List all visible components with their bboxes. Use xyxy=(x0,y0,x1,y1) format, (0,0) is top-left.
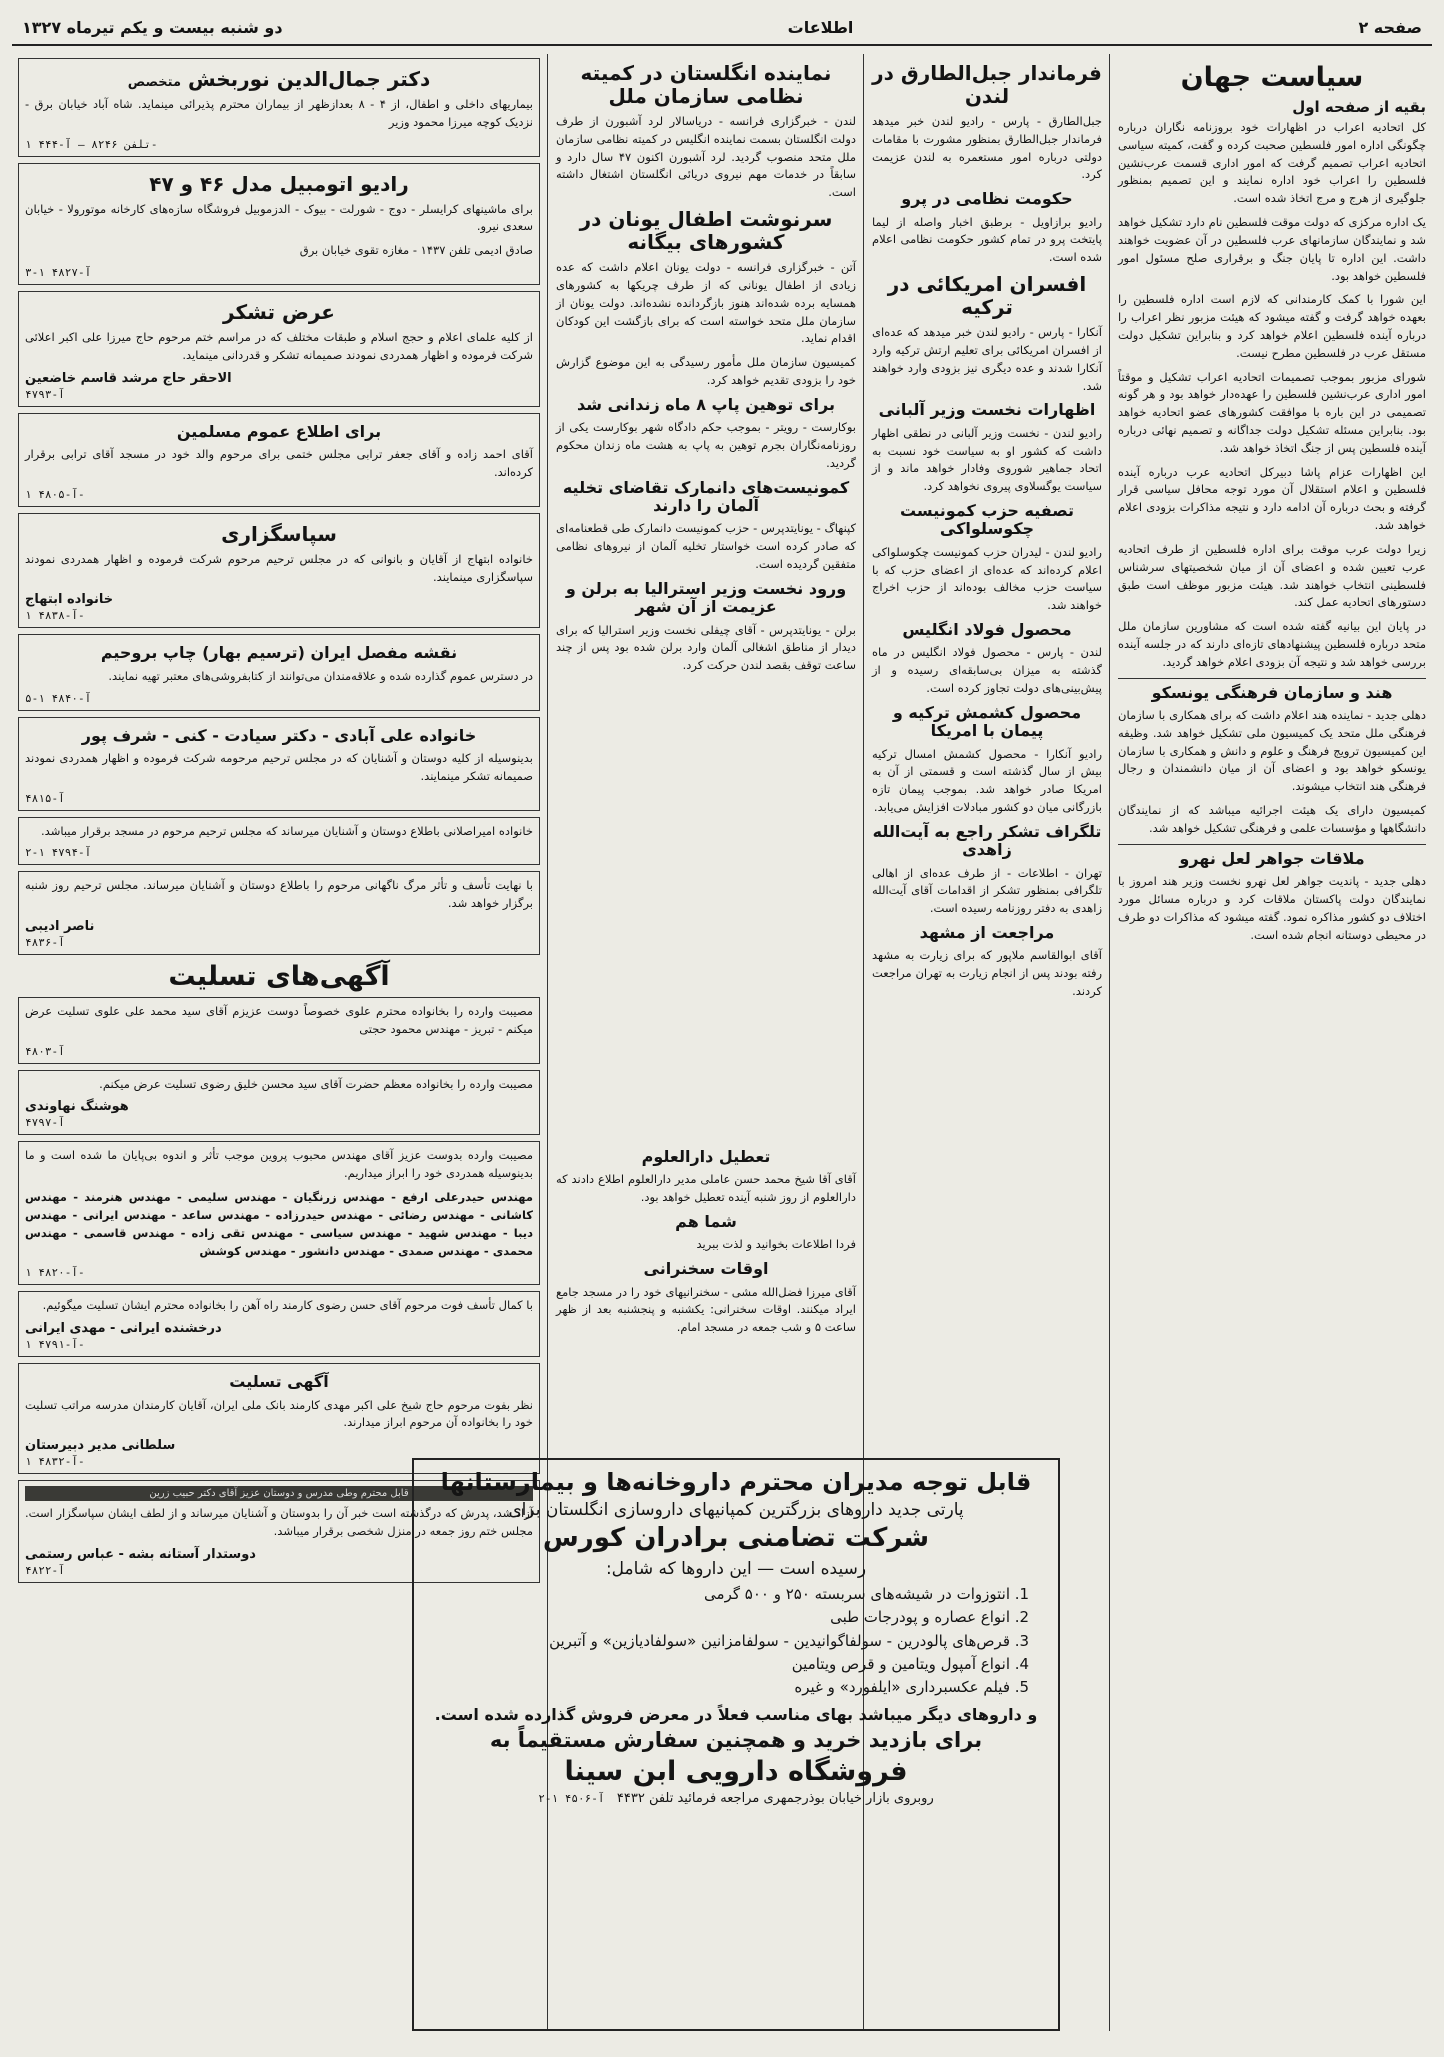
article-paragraph: کپنهاگ - یونایتدپرس - حزب کمونیست دانمارک طی قطعنامه‌ای که صادر کرده است خواستار تخلیه آلمان از نیروهای نظامی متفقین گردیده است. xyxy=(556,521,856,571)
medicine-list xyxy=(424,1583,1028,1699)
article-paragraph: برلن - یونایتدپرس - آقای چیفلی نخست وزیر استرالیا که برای دیدار از مناطق اشغالی آلمان وارد برلن شده بود پس از چند ساعت توقف بقصد لندن حرکت کرد. xyxy=(556,622,856,673)
newspaper-page xyxy=(12,10,1432,2037)
article-paragraph: تهران - اطلاعات - از طرف عده‌ای از اهالی تلگرافی بمنظور تشکر از اقدامات آقای آیت‌الله زاهدی به دفتر روزنامه رسیده است. xyxy=(872,865,1102,916)
article-paragraph: رادیو لندن - نخست وزیر آلبانی در نطقی اظهار داشت که کشور او به سیاست خود نسبت به اتحاد جماهیر شوروی وفادار خواهد ماند و از سیاست یوگسلاوی پیروی نخواهد کرد. xyxy=(872,425,1102,494)
article-paragraph: بوکارست - رویتر - بموجب حکم دادگاه شهر بوکارست یکی از روزنامه‌نگاران بجرم توهین به پاپ به هشت ماه زندان محکوم گردید. xyxy=(556,420,856,470)
article-paragraph: آنکارا - پارس - رادیو لندن خبر میدهد که عده‌ای از افسران امریکائی برای تعلیم ارتش ترکیه وارد آنکارا شدند و عده دیگری نیز بزودی وارد خواهند شد. xyxy=(872,325,1102,393)
ad-amiraslani xyxy=(18,817,540,866)
photo-caption-strip: قابل محترم وطی مدرس و دوستان عزیز آقای دکتر حبیب زرین xyxy=(25,1486,533,1501)
article-paragraph: دهلی جدید - پاندیت جواهر لعل نهرو نخست وزیر هند امروز با نمایندگان دولت پاکستان ملاقات کرد و درباره مسائل مورد اختلاف دو کشور مذاکره نمود. گفته میشود که مذاکرات دو طرف در محیطی دوستانه انجام شده است. xyxy=(1118,874,1426,942)
medicine-item: 2. انواع عصاره و پودرجات طبی xyxy=(424,1606,1010,1629)
ad-text: بدینوسیله از کلیه دوستان و آشنایان که در مجلس ترحیم مرحومه شرکت فرموده و اظهار همدردی نمودند صمیمانه تشکر مینمایند. xyxy=(25,750,533,783)
ad-code: آ-۴۸۳۶ xyxy=(25,935,65,949)
ad-subheadline: پارتی جدید داروهای بزرگترین کمپانیهای داروسازی انگلستان برای xyxy=(508,1500,964,1520)
headline-gibraltar: فرماندار جبل‌الطارق در لندن xyxy=(872,61,1102,108)
medicine-item: 3. قرص‌های پالودرین - سولفاگوانیدین - سولفامزانین «سولفادیازین» و آتبرین xyxy=(424,1630,1010,1653)
headline-darolulum: تعطیل دارالعلوم xyxy=(641,1147,771,1166)
ad-code: آ-۴۸۲۲ xyxy=(25,1563,65,1577)
headline-turkey-raisins: محصول کشمش ترکیه و پیمان با امریکا xyxy=(892,702,1082,741)
ad-code: آ-۴۷۹۴ ۱-۲ xyxy=(25,846,92,860)
headline-us-officers-turkey: افسران امریکائی در ترکیه xyxy=(887,272,1087,320)
ad-title: برای اطلاع عموم مسلمین xyxy=(176,421,382,441)
article-paragraph: آقای ابوالقاسم ملاپور که برای زیارت به مشهد رفته بودند پس از انجام زیارت به تهران مراجعت کردند. xyxy=(872,948,1102,999)
ad-text: آقای احمد زاده و آقای جعفر ترابی مجلس ختمی برای مرحوم والد خود در مسجد آقای ترابی برقرار کرده‌اند. xyxy=(25,447,533,479)
ad-text: مصیبت وارده را بخانواده محترم علوی خصوصاً دوست عزیزم آقای سید محمد علی علوی تسلیت عرض میکنم - تبریز - مهندس محمود حجتی xyxy=(25,1004,533,1036)
ad-title: سپاسگزاری xyxy=(221,521,337,546)
headline-pope-insult: برای توهین پاپ ۸ ماه زندانی شد xyxy=(577,394,835,414)
ad-signature: سلطانی مدیر دبیرستان xyxy=(25,1438,176,1454)
ad-signature: دوستدار آستانه بشه - عباس رستمی xyxy=(25,1546,256,1562)
article-paragraph: لندن - پارس - محصول فولاد انگلیس در ماه گذشته به میزان بی‌سابقه‌ای رسیده و از پیش‌بینی‌های دولت تجاوز کرده است. xyxy=(872,645,1102,696)
page-number: صفحه ۲ xyxy=(1358,17,1422,37)
headline-uk-un-military: نماینده انگلستان در کمیته نظامی سازمان ملل xyxy=(580,61,832,108)
article-paragraph: در پایان این بیانیه گفته شده است که مشاورین سازمان ملل متحد درباره فلسطین پیشنهادهای تازه‌ای دارند که در جلسه آینده بررسی خواهد شد و نتیجه آن بزودی اعلام خواهد گردید. xyxy=(1118,619,1426,669)
ad-signature: الاحقر حاج مرشد قاسم خاضعین xyxy=(25,370,232,386)
article-paragraph: آقای آقا شیخ محمد حسن عاملی مدیر دارالعلوم اطلاع دادند که دارالعلوم از روز شنبه آینده تعطیل خواهد بود. xyxy=(556,1172,856,1205)
article-paragraph: فردا اطلاعات بخوانید و لذت ببرید xyxy=(696,1237,856,1252)
ad-text: مصیبت وارده بدوست عزیز آقای مهندس محبوب پروین موجب تأثر و اندوه بی‌پایان ما شده است و ما بدینوسیله همدردی خود را ابراز میداریم. xyxy=(25,1148,533,1181)
headline-you-too: شما هم xyxy=(675,1212,737,1232)
ad-text: با نهایت تأسف و تأثر مرگ ناگهانی مرحوم را باطلاع دوستان و آشنایان میرساند. مجلس ترحیم روز شنبه برگزار خواهد شد. xyxy=(25,878,533,911)
ad-signature: ناصر ادیبی xyxy=(25,918,95,934)
headline-peru: حکومت نظامی در پرو xyxy=(901,189,1073,209)
article-paragraph: کمیسیون سازمان ملل مأمور رسیدگی به این موضوع گزارش خود را بزودی تقدیم خواهد کرد. xyxy=(556,355,856,387)
ad-phone: صادق ادیمی تلفن ۱۴۳۷ - مغازه تقوی خیابان برق xyxy=(299,243,533,258)
headline-albania: اظهارات نخست وزیر آلبانی xyxy=(878,400,1096,420)
headline-india-unesco: هند و سازمان فرهنگی یونسکو xyxy=(1151,682,1393,702)
ad-store-name: فروشگاه دارویی ابن سینا xyxy=(564,1756,908,1788)
medicine-item: 4. انواع آمپول ویتامین و قرص ویتامین xyxy=(424,1653,1010,1676)
masthead: اطلاعات xyxy=(787,17,854,37)
article-paragraph: یک اداره مرکزی که دولت موقت فلسطین نام دارد تشکیل خواهد شد و نمایندگان سازمانهای عرب فلسطین در آن عضویت خواهند داشت. این اداره تا پایان جنگ و برقراری صلح مسئول امور فلسطین خواهد بود. xyxy=(1118,215,1426,283)
ad-gratitude xyxy=(18,513,540,629)
ad-title: دکتر جمال‌الدین نوربخش متخصص xyxy=(127,67,431,91)
ad-code: آ-۴۸۰۳ xyxy=(25,1044,65,1058)
ad-code: آ-۴۸۳۲ ۱- xyxy=(25,1455,85,1469)
ad-code: آ-۴۸۳۸ ۱- xyxy=(25,609,85,623)
article-paragraph: زیرا دولت عرب موقت برای اداره فلسطین از طرف اتحادیه عرب تعیین شده و اعضای آن از میان شخصیتهای سرشناس فلسطینی انتخاب خواهند شد. هیئت مزبور موظف است طبق دستورهای اتحادیه عمل کند. xyxy=(1118,541,1426,610)
ad-text: نظر بفوت مرحوم حاج شیخ علی اکبر مهدی کارمند بانک ملی ایران، آقایان کارمندان مدرسه مراتب تسلیت خود را بخانواده آن مرحوم ابراز میدارند. xyxy=(25,1397,533,1430)
headline-nehru-meeting: ملاقات جواهر لعل نهرو xyxy=(1179,848,1365,868)
ad-code: آ-۴۸۲۰ ۱- xyxy=(25,1266,85,1280)
ad-signature: هوشنگ نهاوندی xyxy=(25,1099,129,1115)
article-paragraph: جبل‌الطارق - پارس - رادیو لندن خبر میدهد فرماندار جبل‌الطارق بمنظور مشورت با مقامات دولتی درباره امور مستعمره به لندن عزیمت کرد. xyxy=(872,114,1102,182)
headline-czech-purge: تصفیه حزب کمونیست چکوسلواکی xyxy=(899,500,1075,539)
ad-address-line: روبروی بازار خیابان بوذرجمهری مراجعه فرمائید تلفن ۴۴۳۲ آ-۴۵۰۶ ۱-۲ xyxy=(538,1791,934,1807)
headline-australia-pm: ورود نخست وزیر استرالیا به برلن و عزیمت از آن شهر xyxy=(565,578,847,617)
headline-lecture-times: اوقات سخنرانی xyxy=(643,1259,769,1279)
column-world-politics xyxy=(1112,54,1432,2031)
ad-muslims-notice xyxy=(18,413,540,507)
condolences-heading: آگهی‌های تسلیت xyxy=(168,960,390,992)
ad-signature: درخشنده ایرانی - مهدی ایرانی xyxy=(25,1321,222,1337)
ad-title: عرض تشکر xyxy=(223,300,335,325)
ad-note: و داروهای دیگر میباشد بهای مناسب فعلاً در معرض فروش گذارده شده است. xyxy=(434,1705,1038,1725)
column-divider xyxy=(1109,54,1110,2031)
article-paragraph: این اظهارات عزام پاشا دبیرکل اتحادیه عرب درباره آینده فلسطین و اعلام استقلال آن مورد توجه محافل سیاسی قرار گرفته و بحث درباره آن ادامه دارد و نتیجه مذاکرات بزودی اعلام خواهد شد. xyxy=(1118,464,1426,533)
headline-thanks-telegram: تلگراف تشکر راجع به آیت‌الله زاهدی xyxy=(872,821,1102,860)
article-paragraph: کل اتحادیه اعراب در اظهارات خود بروزنامه نگاران درباره چگونگی اداره امور فلسطین صحبت کرده و گفت، کمیته سیاسی اتحادیه اعراب تصمیم گرفت که امور اداری قسمت عرب‌نشین فلسطین را اعراب خود اداره نمایند و این تصمیم بمنظور جلوگیری از هرج و مرج اتخاذ شده است. xyxy=(1118,120,1426,206)
article-paragraph: این شورا با کمک کارمندانی که لازم است اداره فلسطین را بعهده خواهد گرفت و گفته میشود که هیئت مزبور نظر اعراب را درباره آینده فلسطین اعلام خواهد کرد و بنابراین تشکیل دولت مستقل عرب در فلسطین مطرح نیست. xyxy=(1118,292,1426,360)
ad-call-to-action: برای بازدید خرید و همچنین سفارش مستقیماً به xyxy=(489,1728,983,1753)
ad-text: خانواده امیراصلانی باطلاع دوستان و آشنایان میرساند که مجلس ترحیم مرحوم در مسجد برقرار میباشد. xyxy=(41,823,533,838)
headline-danish-communists: کمونیست‌های دانمارک تقاضای تخلیه آلمان را دارند xyxy=(562,477,850,515)
ad-intro: رسیده است — این داروها که شامل: xyxy=(605,1559,867,1579)
condolence-4 xyxy=(18,1291,540,1357)
ad-text: خانواده ابتهاج از آقایان و بانوانی که در مجلس ترحیم مرحوم شرکت فرموده و اظهار همدردی نمودند سپاسگزاری مینمایند. xyxy=(25,551,533,584)
ad-car-radio xyxy=(18,163,540,285)
ad-iran-map xyxy=(18,634,540,710)
ad-code: آ-۴۷۹۳ xyxy=(25,387,65,401)
ad-code: آ-۴۷۹۱ ۱- xyxy=(25,1338,85,1352)
continued-note: بقیه از صفحه اول xyxy=(1292,98,1426,117)
page-header xyxy=(12,10,1432,46)
ad-phone: تلفن ۸۲۴۶ xyxy=(91,137,151,151)
ad-title: خانواده علی آبادی - دکتر سیادت - کنی - شرف پور xyxy=(81,725,477,745)
ad-text: بیماریهای داخلی و اطفال، از ۴ - ۸ بعدازظهر از بیماران محترم پذیرائی مینماید. شاه آباد خیابان برق - نزدیک کوچه میرزا محمود وزیر xyxy=(25,97,533,129)
ad-doctor-nourbakhsh: دکتر جمال‌الدین نوربخش متخصص بیماریهای داخلی و اطفال، از ۴ - ۸ بعدازظهر از بیماران محترم پذیرائی مینماید. شاه آباد خیابان برق - نزدیک کوچه میرزا محمود وزیر تلفن ۸۲۴۶ — آ-۴۴۴ ۱- xyxy=(18,58,540,157)
ad-headline: قابل توجه مدیران محترم داروخانه‌ها و بیمارستانها xyxy=(440,1468,1032,1496)
ad-thanks xyxy=(18,291,540,407)
pharmacy-advertisement xyxy=(412,1458,1060,2031)
ad-code: آ-۴۷۹۷ xyxy=(25,1116,65,1130)
article-paragraph: لندن - خبرگزاری فرانسه - دریاسالار لرد آشبورن از طرف دولت انگلستان بسمت نماینده انگلیس در کمیته نظامی سازمان ملل متحد منصوب گردید. لرد آشبورن اکنون ۴۷ سال دارد و سابقاً در خدمات مهم نیروی دریائی انگلستان اشتغال داشته است. xyxy=(556,114,856,200)
article-paragraph: رادیو برازاویل - برطبق اخبار واصله از لیما پایتخت پرو در تمام کشور حکومت نظامی اعلام شده است. xyxy=(872,214,1102,265)
ad-code: آ-۴۸۴۰ ۱-۵ xyxy=(25,691,92,705)
ad-text: در دسترس عموم گذارده شده و علاقه‌مندان می‌توانند از کتابفروشی‌های معتبر تهیه نمایند. xyxy=(108,668,533,683)
headline-return-mashhad: مراجعت از مشهد xyxy=(919,923,1055,943)
article-paragraph: دهلی جدید - نماینده هند اعلام داشت که برای همکاری با سازمان فرهنگی ملل متحد یک کمیسیون ملی تشکیل خواهد شد. وظیفه این کمیسیون ترویج فرهنگ و علوم و دانش و همکاری با سازمان یونسکو خواهد بود و اعضای آن از میان دانشمندان و رجال فرهنگی هند انتخاب میشوند. xyxy=(1118,708,1426,794)
ad-text: با کمال تأسف فوت مرحوم آقای حسن رضوی کارمند راه آهن را بخانواده محترم ایشان تسلیت میگوئیم. xyxy=(42,1298,533,1313)
article-paragraph: رادیو لندن - لیدران حزب کمونیست چکوسلواکی اعلام کرده‌اند که عده‌ای از اعضای حزب که با سیاست حزب مخالف بوده‌اند از حزب اخراج خواهند شد. xyxy=(872,544,1102,613)
headline-world-politics: سیاست جهان xyxy=(1180,62,1364,93)
condolence-1 xyxy=(18,997,540,1064)
ad-text: برای ماشینهای کرایسلر - دوج - شورلت - بیوک - الدزموبیل فروشگاه سازه‌های کارخانه موتورولا - خیابان سعدی نیرو. xyxy=(25,201,533,234)
ad-code: آ-۴۸۰۵ ۱- xyxy=(25,487,85,501)
article-paragraph: شورای مزبور بموجب تصمیمات اتحادیه اعراب تشکیل و موقتاً امور اداری عرب‌نشین فلسطین را عهده‌دار خواهد بود و هر گونه تصمیمی در این باره با موافقت کشورهای عضو اتحادیه خواهد بود. بنابراین مسئله تشکیل دولت جداگانه و تصمیم نهائی درباره آینده فلسطین پس از جنگ اتخاذ خواهد شد. xyxy=(1118,369,1426,455)
ad-title: نقشه مفصل ایران (ترسیم بهار) چاپ بروحیم xyxy=(100,643,458,663)
article-paragraph: آقای میرزا فضل‌الله مشی - سخنرانیهای خود را در مسجد جامع ایراد میکنند. اوقات سخنرانی: یکشنبه و پنجشنبه بعد از ظهر ساعت ۵ و شب جمعه در مسجد امام. xyxy=(556,1284,856,1335)
article-paragraph: کمیسیون دارای یک هیئت اجرائیه میباشد که از نمایندگان دانشگاهها و مؤسسات علمی و فرهنگی تشکیل خواهد شد. xyxy=(1118,803,1426,835)
ad-family-thanks xyxy=(18,717,540,811)
article-paragraph: آتن - خبرگزاری فرانسه - دولت یونان اعلام داشت که عده زیادی از اطفال یونانی که از طرف چریکها به کشورهای همسایه برده شده‌اند هنوز بازگردانده نشده‌اند. دولت یونان از سازمان ملل متحد خواسته است که برای بازگشت این کودکان اقدام نماید. xyxy=(556,260,856,346)
article-paragraph: رادیو آنکارا - محصول کشمش امسال ترکیه بیش از سال گذشته است و قسمتی از آن به امریکا صادر خواهد شد. بموجب پیمان تازه بازرگانی میان دو کشور مبادلات افزایش می‌یابد. xyxy=(872,746,1102,815)
medicine-item: 5. فیلم عکسبرداری «ایلفورد» و غیره xyxy=(424,1676,1010,1699)
headline-greek-children: سرنوشت اطفال یونان در کشورهای بیگانه xyxy=(579,207,833,255)
ad-company-name: شرکت تضامنی برادران کورس xyxy=(542,1523,930,1553)
ad-text: آزاد شد، پدرش که درگذشته است خبر آن را بدوستان و آشنایان میرساند و از لطف ایشان سپاسگزار است. مجلس ختم روز جمعه در منزل شخصی برقرار میباشد. xyxy=(25,1506,533,1538)
column-local-notices xyxy=(550,1140,862,1437)
medicine-item: 1. انتوزوات در شیشه‌های سربسته ۲۵۰ و ۵۰۰ گرمی xyxy=(424,1583,1010,1606)
ad-signatories: مهندس حیدرعلی ارفع - مهندس زرنگیان - مهندس سلیمی - مهندس هنرمند - مهندس کاشانی - مهندس رضائی - مهندس حیدرزاده - مهندس ساعد - مهندس ایرانی - مهندس دیبا - مهندس شهید - مهندس سیاسی - مهندس تقی زاده - مهندس قاسمی - مهندس محمدی - مهندس صمدی - مهندس دانشور - مهندس کوشش xyxy=(25,1190,533,1258)
ad-title: آگهی تسلیت xyxy=(229,1372,329,1392)
issue-date: دو شنبه بیست و یکم تیرماه ۱۳۲۷ xyxy=(22,17,283,37)
ad-code: آ-۴۸۲۷ ۱-۳ xyxy=(25,266,92,280)
ad-code: آ-۴۴۴ ۱- xyxy=(25,137,158,151)
condolence-3 xyxy=(18,1141,540,1285)
ad-text: مصیبت وارده را بخانواده معظم حضرت آقای سید محسن خلیق رضوی تسلیت عرض میکنم. xyxy=(99,1076,533,1091)
headline-british-steel: محصول فولاد انگلیس xyxy=(902,620,1072,639)
ad-code: آ-۴۸۱۵ xyxy=(25,791,65,805)
condolence-2 xyxy=(18,1070,540,1136)
ad-text: از کلیه علمای اعلام و حجج اسلام و طبقات مختلف که در مراسم ختم مرحوم حاج میرزا علی اکبر اعلائی شرکت فرموده و اظهار همدردی نمودند صمیمانه تشکر و قدردانی مینماید. xyxy=(25,330,533,362)
ad-title: رادیو اتومبیل مدل ۴۶ و ۴۷ xyxy=(149,171,409,196)
ad-adibi xyxy=(18,871,540,955)
ad-signature: خانواده ابتهاج xyxy=(25,592,114,608)
